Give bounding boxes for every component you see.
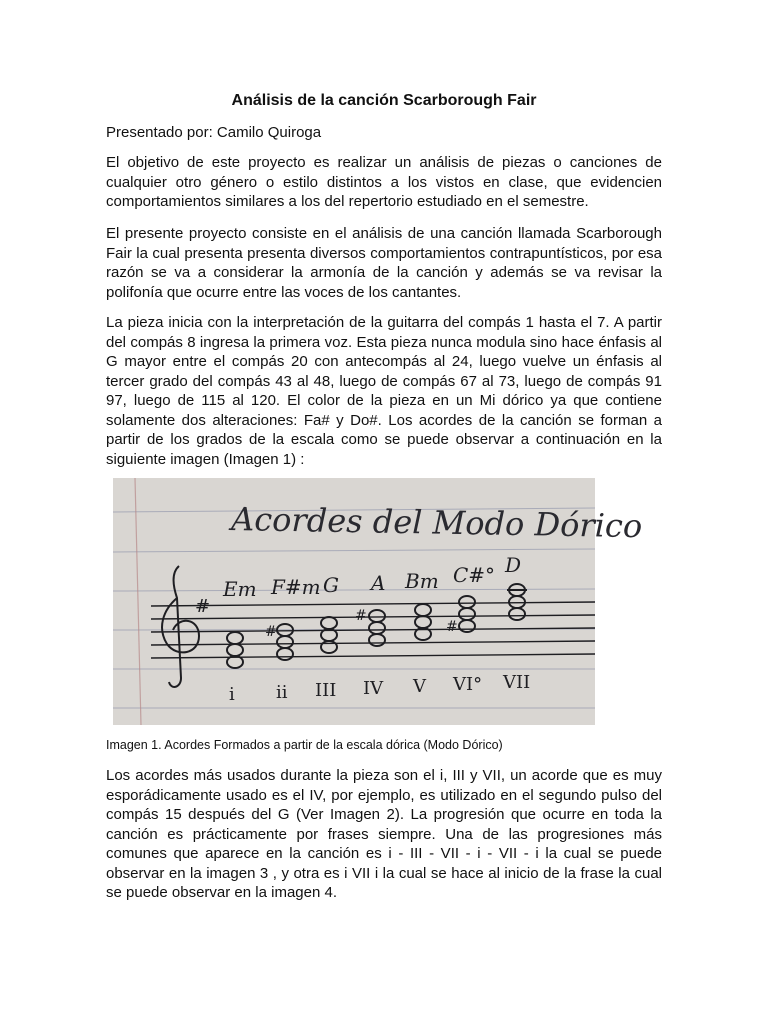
svg-text:#: # bbox=[355, 608, 367, 624]
degree-7: VII bbox=[503, 672, 531, 693]
key-signature: # bbox=[195, 596, 211, 617]
chord-name-4: A bbox=[371, 571, 386, 595]
degree-3: III bbox=[315, 680, 337, 701]
degree-4: IV bbox=[363, 678, 384, 699]
chord-name-3: G bbox=[323, 573, 339, 597]
chord-name-6: C#° bbox=[453, 563, 496, 587]
degree-5: V bbox=[413, 676, 426, 697]
chord-name-1: Em bbox=[223, 577, 257, 601]
degree-6: VI° bbox=[453, 674, 483, 695]
figure-photo-dorian-chords bbox=[113, 478, 643, 725]
svg-text:#: # bbox=[446, 619, 458, 635]
svg-text:#: # bbox=[265, 624, 277, 640]
paragraph-progressions: Los acordes más usados durante la pieza son el i, III y VII, un acorde que es muy esporádicamente usado es el IV, por ejemplo, es utilizado en el segundo pulso del compás 15 después del G (Ver Imagen 2). La progresión que ocurre en toda la canción es prácticamente por frases siempre. Una de las progresiones más comunes que aparece en la canción es i - III - VII - i - VII - i la cual se puede observar en la imagen 3 , y otra es i VII i la cual se hace al inicio de la frase la cual se puede observar en la imagen 4. bbox=[106, 767, 662, 901]
chord-name-7: D bbox=[505, 553, 522, 577]
presenter-line: Presentado por: Camilo Quiroga bbox=[106, 124, 322, 141]
paragraph-objective: El objetivo de este proyecto es realizar un análisis de piezas o canciones de cualquier otro género o estilo distintos a los vistos en clase, que evidencien comportamientos similares a los del repertorio estudiado en el semestre. bbox=[106, 154, 662, 210]
handwritten-staff-image bbox=[113, 478, 643, 725]
document-title: Análisis de la canción Scarborough Fair bbox=[231, 92, 537, 109]
degree-1: i bbox=[229, 684, 235, 705]
handwritten-title: Acordes del Modo Dórico bbox=[230, 500, 643, 546]
paragraph-description: El presente proyecto consiste en el análisis de una canción llamada Scarborough Fair la cual presenta presenta diversos comportamientos contrapuntísticos, por esa razón se va a considerar la armonía de la canción y además se va revisar la polifonía que ocurre entre las voces de los cantantes. bbox=[106, 225, 662, 301]
chord-name-2: F#m bbox=[271, 575, 321, 599]
figure-caption: Imagen 1. Acordes Formados a partir de la escala dórica (Modo Dórico) bbox=[106, 738, 503, 752]
paragraph-analysis: La pieza inicia con la interpretación de la guitarra del compás 1 hasta el 7. A partir del compás 8 ingresa la primera voz. Esta pieza nunca modula sino hace énfasis al G mayor entre el compás 20 con antecompás al 24, luego vuelve un énfasis al tercer grado del compás 43 al 48, luego de compás 67 al 73, luego de compás 91 97, luego de 115 al 120. El color de la pieza en un Mi dórico ya que contiene solamente dos alteraciones: Fa# y Do#. Los acordes de la canción se forman a partir de los grados de la escala como se puede observar a continuación en la siguiente imagen (Imagen 1) : bbox=[106, 314, 662, 468]
chord-name-5: Bm bbox=[405, 569, 439, 593]
degree-2: ii bbox=[276, 682, 288, 703]
